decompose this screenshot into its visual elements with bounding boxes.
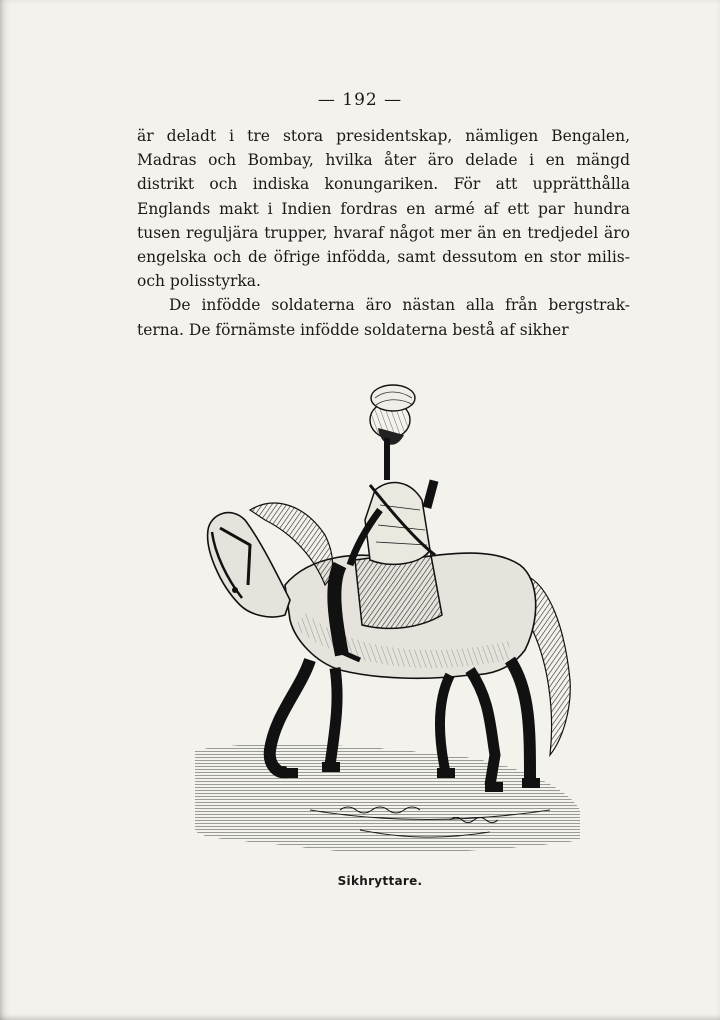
body-text: [137, 124, 630, 342]
figure-caption: Sikhryttare.: [337, 874, 423, 888]
page-number: — 192 —: [317, 90, 403, 110]
paragraph-1: är deladt i tre stora presidentskap, nämligen Bengalen, Madras och Bombay, hvilka åter äro delade i en mängd distrikt och indiska konungariken. För att upprätthålla Englands makt i Indien fordras en armé af ett par hundra tusen reguljära trupper, hvaraf något mer än en tredjedel äro engelska och de öfrige infödda, samt dessutom en stor milis- och polisstyrka.: [137, 127, 630, 291]
sikh-horseman-engraving: [190, 370, 590, 870]
paragraph-2: De infödde soldaterna äro nästan alla från bergstrak-terna. De förnämste infödde soldaterna bestå af sikher: [137, 296, 630, 339]
engraving-drawing: [190, 370, 590, 870]
